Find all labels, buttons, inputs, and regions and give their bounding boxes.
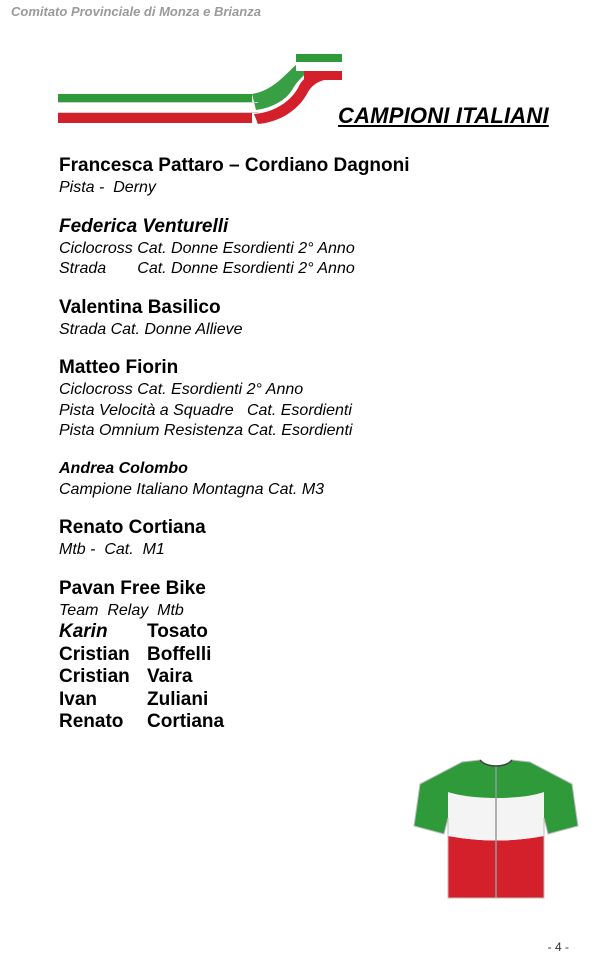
champion-name: Valentina Basilico [59, 296, 221, 318]
team-member [59, 644, 579, 667]
member-first-name: Ivan [59, 688, 98, 710]
champion-title: Pista Omnium Resistenza Cat. Esordienti [59, 422, 353, 439]
member-last-name: Cortiana [147, 711, 225, 732]
champion-entry-venturelli [59, 214, 579, 280]
champion-name: Francesca Pattaro – Cordiano Dagnoni [59, 155, 410, 176]
champion-title: Ciclocross Cat. Donne Esordienti 2° Anno [59, 239, 355, 257]
champion-title: Mtb - Cat. M1 [59, 541, 165, 558]
member-last-name: Zuliani [147, 688, 209, 710]
team-member [59, 689, 579, 712]
team-member [59, 666, 579, 689]
champion-entry-fiorin [59, 355, 579, 442]
team-member [59, 621, 579, 644]
member-last-name: Boffelli [147, 643, 212, 665]
champion-entry-cortiana [59, 515, 579, 561]
team-name: Pavan Free Bike [59, 577, 206, 599]
member-first-name: Cristian [59, 643, 130, 665]
champion-name: Renato Cortiana [59, 517, 206, 538]
champion-title: Campione Italiano Montagna Cat. M3 [59, 480, 325, 498]
team-member [59, 711, 579, 734]
champion-entry-pattaro [59, 153, 579, 199]
team-title: Team Relay Mtb [59, 601, 184, 619]
champion-entry-basilico [59, 295, 579, 341]
champion-name: Federica Venturelli [59, 215, 229, 237]
member-first-name: Cristian [59, 666, 130, 687]
page-title: CAMPIONI ITALIANI [338, 103, 549, 128]
member-last-name: Vaira [147, 666, 193, 687]
italian-flag-ribbon [56, 50, 342, 132]
champion-title: Pista Velocità a Squadre Cat. Esordienti [59, 401, 352, 419]
italian-champion-jersey [412, 758, 580, 900]
champions-list [59, 153, 579, 734]
champion-title: Pista - Derny [59, 179, 156, 196]
member-last-name: Tosato [147, 621, 208, 642]
member-first-name: Karin [59, 621, 108, 642]
champion-entry-pavan [59, 576, 579, 734]
champion-title: Ciclocross Cat. Esordienti 2° Anno [59, 381, 304, 398]
organization-header: Comitato Provinciale di Monza e Brianza [11, 4, 261, 19]
champion-name: Matteo Fiorin [59, 357, 179, 378]
member-first-name: Renato [59, 711, 124, 732]
champion-name: Andrea Colombo [59, 459, 188, 477]
champion-title: Strada Cat. Donne Allieve [59, 320, 243, 338]
champion-entry-colombo [59, 458, 579, 501]
page-number: - 4 - [547, 940, 569, 954]
champion-title: Strada Cat. Donne Esordienti 2° Anno [59, 260, 355, 277]
